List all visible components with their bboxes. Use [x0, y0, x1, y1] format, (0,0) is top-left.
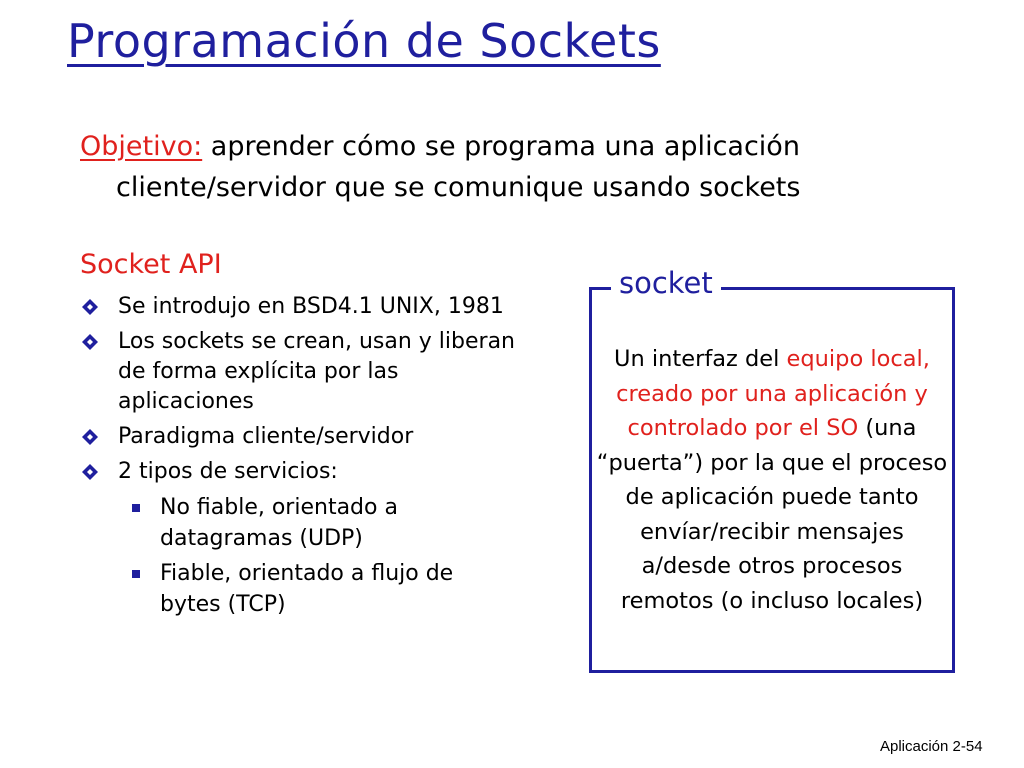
slide-footer: Aplicación 2-54	[880, 738, 983, 755]
sub-bullet-text: No fiable, orientado a datagramas (UDP)	[160, 495, 398, 551]
slide-title: Programación de Sockets	[67, 14, 661, 68]
bullet-item	[80, 457, 520, 487]
bullet-item	[80, 327, 520, 417]
diamond-bullet-icon	[82, 334, 98, 350]
sub-bullet-item	[80, 558, 520, 620]
sub-bullet-item	[80, 492, 520, 554]
socket-api-heading: Socket API	[80, 249, 222, 280]
square-bullet-icon	[132, 570, 140, 578]
diamond-bullet-icon	[82, 464, 98, 480]
bullet-text: Paradigma cliente/servidor	[118, 424, 414, 449]
bullet-item	[80, 292, 520, 322]
bullet-text: Los sockets se crean, usan y liberan de forma explícita por las aplicaciones	[118, 329, 515, 414]
objective-line-2: cliente/servidor que se comunique usando sockets	[116, 172, 801, 203]
socket-definition-highlight: equipo local, creado por una aplicación y controlado por el SO	[616, 346, 930, 441]
sub-bullet-text: Fiable, orientado a flujo de bytes (TCP)	[160, 561, 454, 617]
bullet-text: Se introdujo en BSD4.1 UNIX, 1981	[118, 294, 504, 319]
socket-api-bullet-list	[80, 292, 520, 624]
socket-definition-part-a: Un interfaz del	[614, 346, 787, 372]
socket-definition-part-b: (una “puerta”) por la que el proceso de aplicación puede tanto envíar/recibir mensajes a/desde otros procesos remotos (o incluso locales)	[596, 415, 948, 614]
diamond-bullet-icon	[82, 429, 98, 445]
socket-box-label: socket	[611, 266, 721, 300]
bullet-text: 2 tipos de servicios:	[118, 459, 338, 484]
objective-paragraph	[80, 126, 980, 208]
objective-label: Objetivo:	[80, 131, 203, 162]
socket-definition-text	[592, 342, 952, 618]
square-bullet-icon	[132, 504, 140, 512]
bullet-item	[80, 422, 520, 452]
objective-line-1: aprender cómo se programa una aplicación	[202, 131, 800, 162]
diamond-bullet-icon	[82, 299, 98, 315]
